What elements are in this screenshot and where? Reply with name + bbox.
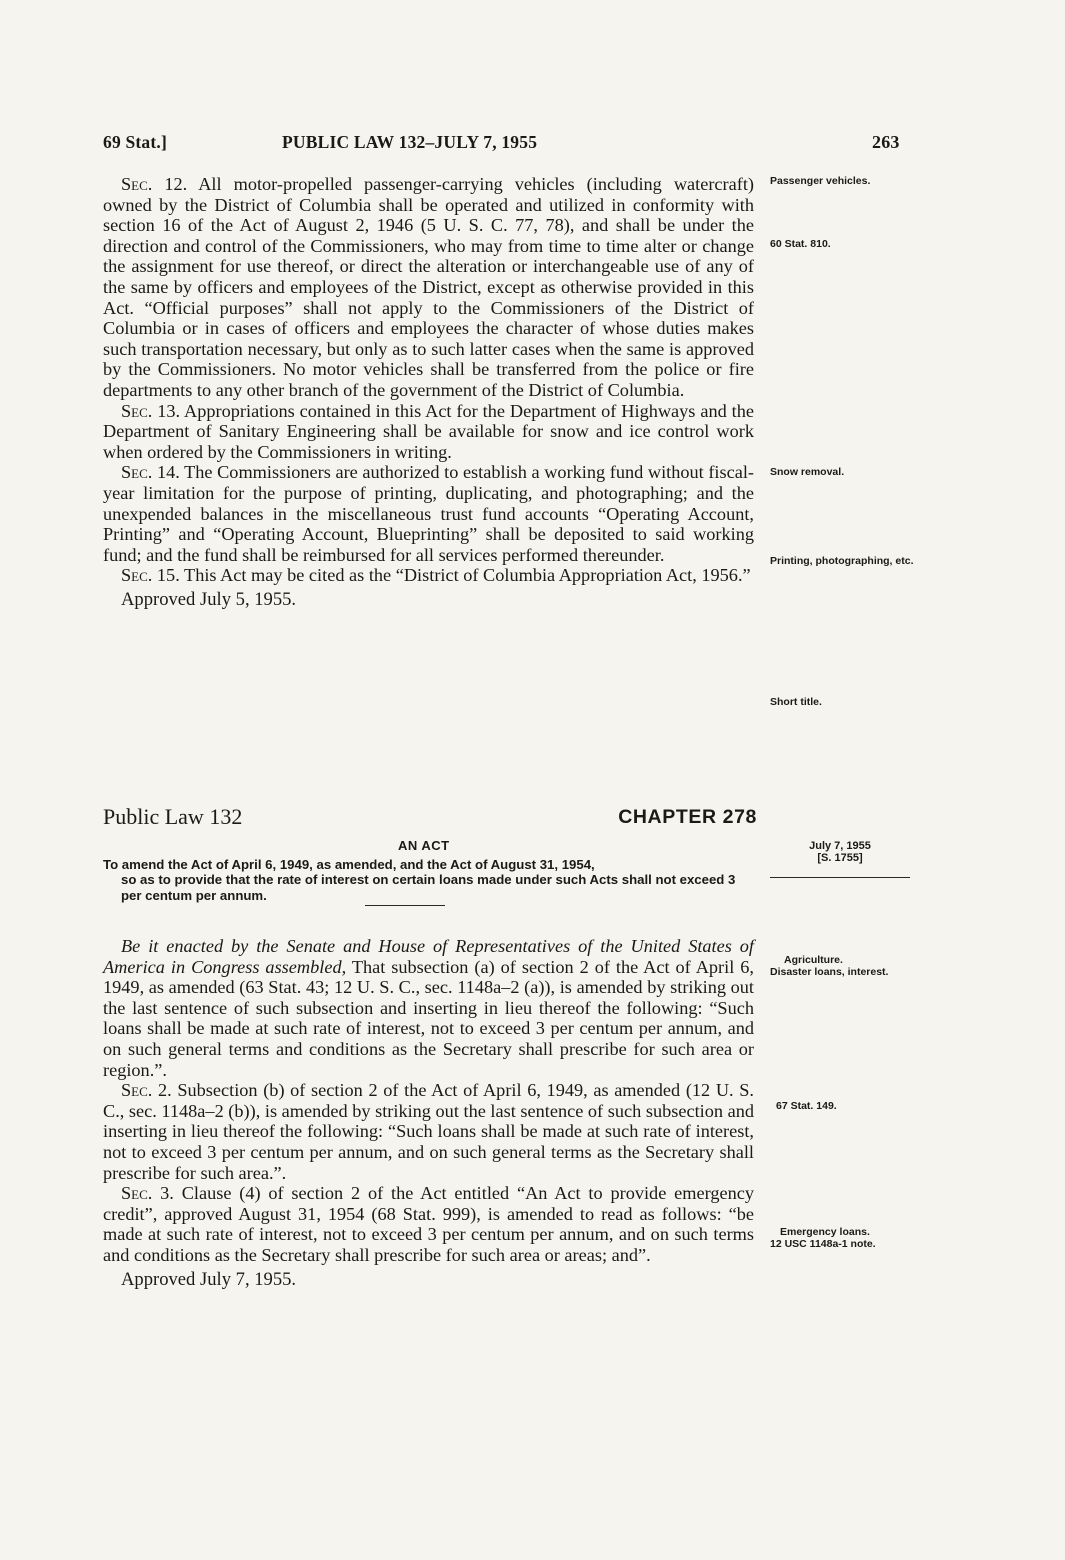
page-number: 263 [872, 132, 900, 152]
volume-reference: 69 Stat.] [103, 132, 168, 152]
margin-note-short-title: Short title. [770, 696, 822, 708]
margin-note-emergency [770, 1227, 915, 1250]
section-block-1 [103, 174, 754, 610]
section-label: Sec. 3. [121, 1183, 174, 1204]
act-title-line1: To amend the Act of April 6, 1949, as amended, and the Act of August 31, 1954, [103, 857, 595, 872]
section-label: Sec. 2. [121, 1080, 172, 1101]
section-14 [103, 462, 754, 565]
section-12 [103, 174, 754, 401]
approval-date-1: Approved July 5, 1955. [121, 588, 297, 610]
margin-note-snow: Snow removal. [770, 466, 845, 478]
section-1 [103, 936, 754, 1080]
section-block-2 [103, 936, 754, 1290]
section-2 [103, 1080, 754, 1183]
margin-note-60-stat: 60 Stat. 810. [770, 238, 831, 250]
enactment-date: July 7, 1955 [809, 840, 871, 852]
approval-date-2: Approved July 7, 1955. [121, 1268, 297, 1290]
section-text: Clause (4) of section 2 of the Act entitled “An Act to provide emergency credit”, approved August 31, 1954 (68 Stat. 999), is amended to read as follows: “be made at such rate of interest, not to exceed 3 per centum per annum, and on such terms and conditions as the Secretary shall prescribe for such area or areas; and”. [103, 1183, 754, 1265]
section-label: Sec. 12. [121, 174, 188, 194]
enacting-clause: Be it enacted by the Senate and House of Representatives of the United States of America in Congress assembled, [103, 936, 754, 977]
chapter-label: CHAPTER 278 [618, 806, 757, 828]
section-text: This Act may be cited as the “District of Columbia Appropriation Act, 1956.” [184, 565, 751, 586]
margin-note-passenger: Passenger vehicles. [770, 175, 871, 187]
section-text: That subsection (a) of section 2 of the Act of April 6, 1949, as amended (63 Stat. 43; 12 U. S. C., sec. 1148a–2 (a)), is amended by striking out the last sentence of such subsection and inserting in lieu thereof the following: “Such loans shall be made at such rate of interest, not to exceed 3 per centum per annum, and on such general terms and conditions as the Secretary shall prescribe for such area or region.”. [103, 956, 754, 1080]
section-label: Sec. 15. [121, 565, 180, 586]
margin-note-67-stat: 67 Stat. 149. [776, 1100, 837, 1112]
margin-note-agriculture [770, 955, 915, 978]
public-law-label: Public Law 132 [103, 804, 243, 829]
act-title-rest: so as to provide that the rate of interest on certain loans made under such Acts shall not exceed 3 per centum per annum. [121, 872, 736, 903]
running-header: PUBLIC LAW 132–JULY 7, 1955 [282, 132, 538, 152]
section-text: Appropriations contained in this Act for the Department of Highways and the Department of Sanitary Engineering shall be available for snow and ice control work when ordered by the Commissioners in writing. [103, 400, 754, 462]
section-text: Subsection (b) of section 2 of the Act of April 6, 1949, as amended (12 U. S. C., sec. 1148a–2 (b)), is amended by striking out the last sentence of such subsection and inserting in lieu thereof the following: “Such loans shall be made at such rate of interest, not to exceed 3 per centum per annum, and on such general terms as the Secretary shall prescribe for such area.”. [103, 1080, 754, 1183]
margin-disaster: Disaster loans, interest. [770, 965, 889, 978]
margin-emergency: Emergency loans. [780, 1226, 870, 1238]
section-15 [103, 565, 754, 586]
section-13 [103, 401, 754, 463]
enactment-date-box [770, 840, 910, 864]
an-act-label: AN ACT [398, 838, 450, 853]
margin-note-printing: Printing, photographing, etc. [770, 555, 914, 567]
section-text: All motor-propelled passenger-carrying vehicles (including watercraft) owned by the District of Columbia shall be operated and utilized in conformity with section 16 of the Act of August 2, 1946 (5 U. S. C. 77, 78), and shall be under the direction and control of the Commissioners, who may from time to time alter or change the assignment for use thereof, or direct the alteration or interchangeable use of any of the same by officers and employees of the District, except as otherwise provided in this Act. “Official purposes” shall not apply to the Commissioners of the District of Columbia or in cases of officers and employees the character of whose duties makes such transportation necessary, but only as to such latter cases when the same is approved by the Commissioners. No motor vehicles shall be transferred from the police or fire departments to any other branch of the government of the District of Columbia. [103, 174, 754, 400]
margin-usc: 12 USC 1148a-1 note. [770, 1237, 876, 1250]
date-rule [770, 877, 910, 878]
margin-agriculture: Agriculture. [784, 954, 843, 966]
section-text: The Commissioners are authorized to establish a working fund without fiscal-year limitation for the purpose of printing, duplicating, and photographing; and the unexpended balances in the miscellaneous trust fund accounts “Operating Account, Printing” and “Operating Account, Blueprinting” shall be deposited to said working fund; and the fund shall be reimbursed for all services performed thereunder. [103, 462, 755, 565]
bill-number: [S. 1755] [817, 852, 863, 864]
section-3 [103, 1183, 754, 1265]
section-label: Sec. 14. [121, 462, 180, 483]
title-rule [365, 905, 445, 906]
act-title [103, 857, 754, 903]
section-label: Sec. 13. [121, 400, 181, 421]
